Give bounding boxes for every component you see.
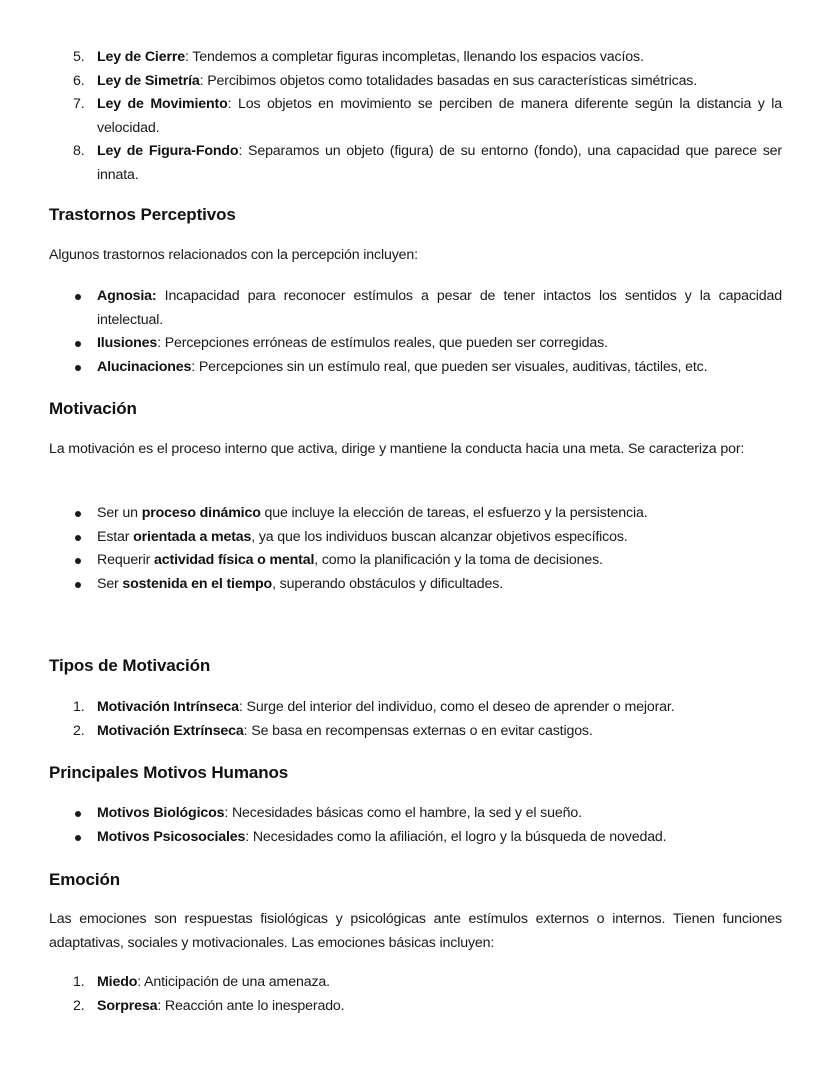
list-number: 1. [73, 974, 85, 990]
description: : Necesidades como la afiliación, el logro y la búsqueda de novedad. [245, 828, 667, 845]
law-description: Los objetos en movimiento se perciben de manera diferente según la distancia y la velocidad. [97, 96, 782, 136]
description: : Reacción ante lo inesperado. [157, 997, 345, 1014]
list-item: Estar orientada a metas, ya que los individuos buscan alcanzar objetivos específicos. [49, 526, 782, 550]
tipos-list [49, 696, 782, 743]
motivacion-intro: La motivación es el proceso interno que activa, dirige y mantiene la conducta hacia una meta. Se caracteriza por: [49, 441, 745, 457]
description: : Se basa en recompensas externas o en evitar castigos. [243, 722, 593, 739]
list-number: 7. [73, 96, 85, 112]
term: Motivos Biológicos [97, 805, 225, 821]
law-term: Ley de Figura-Fondo [97, 143, 239, 159]
list-item: 5. Ley de Cierre: Tendemos a completar figuras incompletas, llenando los espacios vacíos. [49, 46, 782, 70]
law-description: Separamos un objeto (figura) de su entorno (fondo), una capacidad que parece ser innata. [97, 143, 782, 183]
bullet-icon [75, 835, 81, 841]
term: sostenida en el tiempo [122, 575, 273, 592]
law-description: Percibimos objetos como totalidades basadas en sus características simétricas. [203, 72, 698, 89]
term: Agnosia: [97, 288, 157, 304]
bullet-icon [75, 535, 81, 541]
term: orientada a metas [133, 528, 252, 545]
section-heading-trastornos: Trastornos Perceptivos [49, 205, 236, 224]
bullet-icon [75, 294, 81, 300]
trastornos-list [49, 285, 782, 379]
list-number: 1. [73, 699, 85, 715]
list-item [49, 696, 782, 720]
bullet-icon [75, 558, 81, 564]
description: : Necesidades básicas como el hambre, la sed y el sueño. [224, 805, 582, 821]
term: Sorpresa [97, 997, 158, 1014]
bullet-icon [75, 582, 81, 588]
term: Motivación Intrínseca [97, 699, 239, 715]
list-number: 8. [73, 143, 85, 159]
section-heading-tipos: Tipos de Motivación [49, 656, 211, 675]
law-term: Ley de Cierre [97, 49, 185, 65]
description: Incapacidad para reconocer estímulos a pesar de tener intactos los sentidos y la capacidad intelectual. [97, 288, 782, 328]
section-heading-emocion: Emoción [49, 870, 121, 889]
law-description: Tendemos a completar figuras incompletas, llenando los espacios vacíos. [188, 49, 644, 65]
description: : Percepciones sin un estímulo real, que pueden ser visuales, auditivas, táctiles, etc. [191, 358, 708, 375]
description: : Surge del interior del individuo, como el deseo de aprender o mejorar. [238, 699, 675, 715]
term: Alucinaciones [97, 358, 192, 375]
list-number: 2. [73, 997, 85, 1014]
bullet-icon [75, 811, 81, 817]
list-item [49, 826, 782, 850]
list-item [49, 332, 782, 356]
list-item: 8. Ley de Figura-Fondo: Separamos un objeto (figura) de su entorno (fondo), una capacidad que parece ser innata. [49, 140, 782, 187]
list-item [49, 802, 782, 826]
list-item: 7. Ley de Movimiento: Los objetos en movimiento se perciben de manera diferente según la distancia y la velocidad. [49, 93, 782, 140]
list-item: Ser un proceso dinámico que incluye la elección de tareas, el esfuerzo y la persistencia. [49, 502, 782, 526]
term: Motivos Psicosociales [97, 828, 246, 845]
list-item [49, 720, 782, 744]
motivos-list [49, 802, 782, 849]
list-number: 5. [73, 49, 85, 65]
term: Ilusiones [97, 335, 158, 351]
description: : Anticipación de una amenaza. [137, 974, 330, 990]
list-number: 2. [73, 722, 85, 739]
term: Motivación Extrínseca [97, 722, 244, 739]
section-heading-motivacion: Motivación [49, 399, 137, 418]
term: proceso dinámico [141, 505, 261, 521]
section-heading-motivos: Principales Motivos Humanos [49, 763, 289, 782]
bullet-icon [75, 511, 81, 517]
list-item: Requerir actividad física o mental, como la planificación y la toma de decisiones. [49, 549, 782, 573]
term: actividad física o mental [154, 552, 315, 568]
term: Miedo [97, 974, 138, 990]
trastornos-intro: Algunos trastornos relacionados con la percepción incluyen: [49, 247, 418, 263]
motivacion-list [49, 502, 782, 596]
emociones-list [49, 971, 782, 1018]
list-item: 6. Ley de Simetría: Percibimos objetos como totalidades basadas en sus características simétricas. [49, 70, 782, 94]
list-item: Ser sostenida en el tiempo, superando obstáculos y dificultades. [49, 573, 782, 597]
list-item [49, 285, 782, 332]
bullet-icon [75, 341, 81, 347]
list-item [49, 971, 782, 995]
law-term: Ley de Movimiento [97, 96, 228, 112]
list-item [49, 356, 782, 380]
gestalt-laws-list [49, 46, 782, 187]
description: : Percepciones erróneas de estímulos reales, que pueden ser corregidas. [157, 335, 608, 351]
law-term: Ley de Simetría [97, 72, 200, 89]
list-item [49, 995, 782, 1019]
bullet-icon [75, 365, 81, 371]
emocion-intro: Las emociones son respuestas fisiológicas y psicológicas ante estímulos externos o internos. Tienen funciones adaptativas, sociales y motivacionales. Las emociones básicas incluyen: [49, 911, 782, 951]
list-number: 6. [73, 72, 85, 89]
